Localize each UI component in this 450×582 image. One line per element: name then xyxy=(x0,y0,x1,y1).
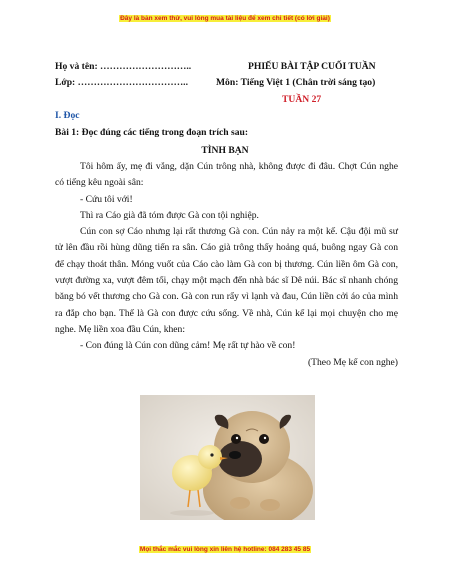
puppy-chick-photo xyxy=(140,395,315,520)
exercise-instruction: Bài 1: Đọc đúng các tiếng trong đoạn trích sau: xyxy=(55,127,249,138)
hotline-notice xyxy=(0,546,450,553)
worksheet-title: PHIẾU BÀI TẬP CUỐI TUẦN xyxy=(248,61,376,72)
subject-label: Môn: Tiếng Việt 1 (Chân trời sáng tạo) xyxy=(216,77,376,88)
section-heading: I. Đọc xyxy=(55,110,80,121)
story-title: TÌNH BẠN xyxy=(201,145,249,156)
story-body xyxy=(55,159,398,371)
story-paragraph: Cún con sợ Cáo nhưng lại rất thương Gà con. Cún nảy ra một kế. Cậu đội mũ sư tử lên đầu rồi hùng dũng tiến ra sân. Cáo già trông thấy hoảng quá, buông ngay Gà con để chạy thoát thân. Móng vuốt của Cáo cào làm Gà con bị thương. Cún liền ôm Gà con, vượt đường xa, vượt đêm tối, chạy một mạch đến nhà bác sĩ Dê núi. Bác sĩ nhanh chóng băng bó vết thương cho Gà con. Gà con run rẩy vì lạnh và đau, Cún liền cởi áo của mình ra đắp cho bạn. Thế là Gà con được cứu sống. Về nhà, Cún kể lại mọi chuyện cho mẹ nghe. Mẹ liền xoa đầu Cún, khen: xyxy=(55,226,398,335)
name-field-label: Họ và tên: ……………………….. xyxy=(55,61,192,72)
story-paragraph: Tôi hôm ấy, mẹ đi vắng, dặn Cún trông nhà, không được đi đâu. Chợt Cún nghe có tiếng kêu ngoài sân: xyxy=(55,161,398,189)
story-source: (Theo Mẹ kể con nghe) xyxy=(307,356,398,368)
week-label: TUẦN 27 xyxy=(282,94,322,105)
story-paragraph: - Cứu tôi với! xyxy=(80,193,133,205)
preview-notice-text: Đây là bản xem thử, vui lòng mua tài liệu để xem chi tiết (có lời giải) xyxy=(120,15,330,22)
preview-notice xyxy=(0,15,450,22)
story-paragraph: Thì ra Cáo già đã tóm được Gà con tội nghiệp. xyxy=(80,209,259,221)
story-paragraph: - Con đúng là Cún con dũng cảm! Mẹ rất tự hào về con! xyxy=(80,340,296,352)
class-field-label: Lớp: …………………………….. xyxy=(55,77,188,88)
hotline-notice-text: Mọi thắc mắc vui lòng xin liên hệ hotline: 084 283 45 85 xyxy=(139,546,311,553)
